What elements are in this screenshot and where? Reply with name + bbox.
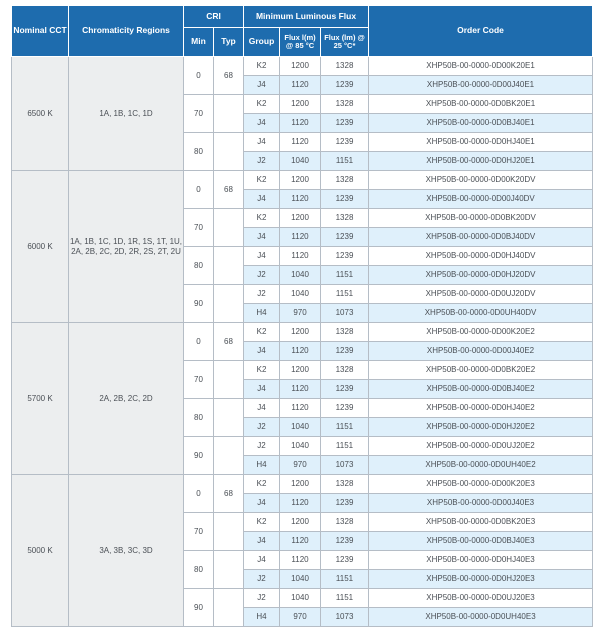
chromaticity-regions-cell: 2A, 2B, 2C, 2D [69, 323, 184, 475]
chromaticity-regions-cell: 3A, 3B, 3C, 3D [69, 475, 184, 627]
flux-25-cell: 1328 [321, 475, 369, 494]
cri-typ-cell [214, 247, 244, 285]
flux-group-cell: K2 [244, 95, 280, 114]
order-code-cell: XHP50B-00-0000-0D0BJ40E2 [369, 380, 593, 399]
flux-group-cell: J4 [244, 76, 280, 95]
flux-25-cell: 1239 [321, 399, 369, 418]
cri-typ-cell: 68 [214, 57, 244, 95]
order-code-cell: XHP50B-00-0000-0D00K20E3 [369, 475, 593, 494]
order-code-cell: XHP50B-00-0000-0D00K20DV [369, 171, 593, 190]
order-code-cell: XHP50B-00-0000-0D0BJ40E3 [369, 532, 593, 551]
order-code-table-container [11, 5, 592, 621]
flux-25-cell: 1239 [321, 494, 369, 513]
flux-group-cell: K2 [244, 361, 280, 380]
order-code-cell: XHP50B-00-0000-0D0UJ20E3 [369, 589, 593, 608]
flux-group-cell: K2 [244, 209, 280, 228]
flux-85-cell: 1040 [280, 589, 321, 608]
flux-group-cell: J4 [244, 114, 280, 133]
flux-group-cell: K2 [244, 323, 280, 342]
order-code-cell: XHP50B-00-0000-0D0BK20E2 [369, 361, 593, 380]
order-code-cell: XHP50B-00-0000-0D0UH40E3 [369, 608, 593, 627]
flux-group-cell: H4 [244, 456, 280, 475]
flux-85-cell: 1120 [280, 114, 321, 133]
flux-85-cell: 1200 [280, 95, 321, 114]
flux-85-cell: 1200 [280, 475, 321, 494]
flux-25-cell: 1239 [321, 114, 369, 133]
flux-85-cell: 1040 [280, 152, 321, 171]
flux-25-cell: 1151 [321, 437, 369, 456]
order-code-cell: XHP50B-00-0000-0D00K20E1 [369, 57, 593, 76]
table-row [12, 323, 593, 342]
flux-85-cell: 1040 [280, 266, 321, 285]
cri-min-cell: 90 [184, 285, 214, 323]
flux-group-cell: J4 [244, 380, 280, 399]
flux-25-cell: 1073 [321, 456, 369, 475]
flux-group-cell: J4 [244, 342, 280, 361]
header-cri: CRI [184, 6, 244, 28]
order-code-cell: XHP50B-00-0000-0D00J40E3 [369, 494, 593, 513]
header-cri-min: Min [184, 28, 214, 57]
cri-min-cell: 70 [184, 513, 214, 551]
table-header [12, 6, 593, 57]
order-code-cell: XHP50B-00-0000-0D00J40E2 [369, 342, 593, 361]
order-code-cell: XHP50B-00-0000-0D0UJ20DV [369, 285, 593, 304]
flux-25-cell: 1328 [321, 513, 369, 532]
flux-25-cell: 1328 [321, 361, 369, 380]
flux-25-cell: 1239 [321, 380, 369, 399]
nominal-cct-cell: 6000 K [12, 171, 69, 323]
order-code-cell: XHP50B-00-0000-0D0BK20E1 [369, 95, 593, 114]
cri-min-cell: 0 [184, 475, 214, 513]
flux-85-cell: 1120 [280, 76, 321, 95]
order-code-cell: XHP50B-00-0000-0D00K20E2 [369, 323, 593, 342]
cri-min-cell: 0 [184, 323, 214, 361]
flux-25-cell: 1151 [321, 570, 369, 589]
order-code-cell: XHP50B-00-0000-0D0HJ20E1 [369, 152, 593, 171]
order-code-cell: XHP50B-00-0000-0D0UH40E2 [369, 456, 593, 475]
order-code-cell: XHP50B-00-0000-0D0HJ20E2 [369, 418, 593, 437]
header-order-code: Order Code [369, 6, 593, 57]
cri-min-cell: 80 [184, 399, 214, 437]
flux-group-cell: J4 [244, 228, 280, 247]
flux-85-cell: 1120 [280, 247, 321, 266]
flux-group-cell: J4 [244, 133, 280, 152]
order-code-cell: XHP50B-00-0000-0D0BJ40DV [369, 228, 593, 247]
flux-85-cell: 1120 [280, 532, 321, 551]
flux-group-cell: J4 [244, 532, 280, 551]
flux-85-cell: 1040 [280, 437, 321, 456]
flux-25-cell: 1328 [321, 323, 369, 342]
flux-group-cell: J2 [244, 418, 280, 437]
flux-25-cell: 1151 [321, 589, 369, 608]
cri-typ-cell [214, 209, 244, 247]
cri-typ-cell: 68 [214, 171, 244, 209]
cri-min-cell: 90 [184, 437, 214, 475]
flux-group-cell: J4 [244, 190, 280, 209]
flux-85-cell: 1200 [280, 209, 321, 228]
nominal-cct-cell: 6500 K [12, 57, 69, 171]
flux-85-cell: 1200 [280, 513, 321, 532]
flux-85-cell: 1200 [280, 57, 321, 76]
flux-25-cell: 1239 [321, 228, 369, 247]
order-code-cell: XHP50B-00-0000-0D0HJ40DV [369, 247, 593, 266]
header-min-luminous-flux: Minimum Luminous Flux [244, 6, 369, 28]
flux-group-cell: K2 [244, 57, 280, 76]
flux-group-cell: K2 [244, 513, 280, 532]
order-code-table [11, 5, 593, 627]
flux-25-cell: 1151 [321, 266, 369, 285]
header-flux-85: Flux l(m) @ 85 °C [280, 28, 321, 57]
order-code-cell: XHP50B-00-0000-0D0HJ40E1 [369, 133, 593, 152]
flux-25-cell: 1239 [321, 76, 369, 95]
order-code-cell: XHP50B-00-0000-0D0HJ40E3 [369, 551, 593, 570]
cri-typ-cell [214, 95, 244, 133]
table-row [12, 171, 593, 190]
header-group: Group [244, 28, 280, 57]
flux-85-cell: 1200 [280, 361, 321, 380]
cri-min-cell: 90 [184, 589, 214, 627]
flux-85-cell: 1120 [280, 190, 321, 209]
order-code-cell: XHP50B-00-0000-0D0BK20DV [369, 209, 593, 228]
flux-group-cell: K2 [244, 475, 280, 494]
nominal-cct-cell: 5000 K [12, 475, 69, 627]
order-code-cell: XHP50B-00-0000-0D0HJ20DV [369, 266, 593, 285]
flux-25-cell: 1151 [321, 418, 369, 437]
flux-85-cell: 1120 [280, 380, 321, 399]
flux-25-cell: 1328 [321, 209, 369, 228]
cri-typ-cell [214, 551, 244, 589]
flux-85-cell: 1200 [280, 171, 321, 190]
flux-group-cell: J4 [244, 247, 280, 266]
table-row [12, 475, 593, 494]
flux-85-cell: 1040 [280, 285, 321, 304]
flux-25-cell: 1239 [321, 551, 369, 570]
flux-85-cell: 970 [280, 456, 321, 475]
order-code-cell: XHP50B-00-0000-0D0BK20E3 [369, 513, 593, 532]
flux-group-cell: J2 [244, 285, 280, 304]
flux-group-cell: H4 [244, 304, 280, 323]
flux-25-cell: 1239 [321, 133, 369, 152]
cri-min-cell: 70 [184, 361, 214, 399]
cri-typ-cell [214, 133, 244, 171]
order-code-cell: XHP50B-00-0000-0D0HJ20E3 [369, 570, 593, 589]
flux-85-cell: 1120 [280, 551, 321, 570]
cri-typ-cell [214, 361, 244, 399]
flux-group-cell: K2 [244, 171, 280, 190]
flux-25-cell: 1151 [321, 152, 369, 171]
flux-25-cell: 1073 [321, 304, 369, 323]
flux-85-cell: 1120 [280, 342, 321, 361]
nominal-cct-cell: 5700 K [12, 323, 69, 475]
header-nominal-cct: Nominal CCT [12, 6, 69, 57]
cri-typ-cell [214, 513, 244, 551]
cri-typ-cell [214, 437, 244, 475]
flux-group-cell: J4 [244, 551, 280, 570]
flux-25-cell: 1328 [321, 171, 369, 190]
flux-25-cell: 1328 [321, 95, 369, 114]
flux-25-cell: 1239 [321, 342, 369, 361]
flux-85-cell: 1040 [280, 418, 321, 437]
flux-85-cell: 1120 [280, 133, 321, 152]
cri-min-cell: 80 [184, 551, 214, 589]
flux-group-cell: J2 [244, 266, 280, 285]
flux-25-cell: 1239 [321, 532, 369, 551]
cri-min-cell: 80 [184, 133, 214, 171]
flux-group-cell: J2 [244, 437, 280, 456]
flux-group-cell: J4 [244, 399, 280, 418]
flux-25-cell: 1239 [321, 190, 369, 209]
flux-group-cell: J2 [244, 152, 280, 171]
flux-group-cell: J2 [244, 570, 280, 589]
order-code-cell: XHP50B-00-0000-0D0UH40DV [369, 304, 593, 323]
flux-85-cell: 1120 [280, 228, 321, 247]
cri-min-cell: 70 [184, 95, 214, 133]
cri-typ-cell: 68 [214, 323, 244, 361]
chromaticity-regions-cell: 1A, 1B, 1C, 1D, 1R, 1S, 1T, 1U, 2A, 2B, 2C, 2D, 2R, 2S, 2T, 2U [69, 171, 184, 323]
table-body [12, 57, 593, 627]
cri-min-cell: 70 [184, 209, 214, 247]
cri-min-cell: 80 [184, 247, 214, 285]
flux-25-cell: 1239 [321, 247, 369, 266]
flux-25-cell: 1073 [321, 608, 369, 627]
table-row [12, 57, 593, 76]
cri-typ-cell [214, 285, 244, 323]
order-code-cell: XHP50B-00-0000-0D0BJ40E1 [369, 114, 593, 133]
flux-85-cell: 1120 [280, 399, 321, 418]
header-cri-typ: Typ [214, 28, 244, 57]
flux-25-cell: 1328 [321, 57, 369, 76]
flux-group-cell: J2 [244, 589, 280, 608]
flux-85-cell: 1120 [280, 494, 321, 513]
cri-min-cell: 0 [184, 57, 214, 95]
order-code-cell: XHP50B-00-0000-0D0HJ40E2 [369, 399, 593, 418]
flux-85-cell: 970 [280, 608, 321, 627]
flux-85-cell: 1040 [280, 570, 321, 589]
cri-typ-cell: 68 [214, 475, 244, 513]
cri-min-cell: 0 [184, 171, 214, 209]
flux-group-cell: H4 [244, 608, 280, 627]
cri-typ-cell [214, 399, 244, 437]
flux-85-cell: 1200 [280, 323, 321, 342]
header-flux-25: Flux (lm) @ 25 °C* [321, 28, 369, 57]
order-code-cell: XHP50B-00-0000-0D0UJ20E2 [369, 437, 593, 456]
cri-typ-cell [214, 589, 244, 627]
order-code-cell: XHP50B-00-0000-0D00J40DV [369, 190, 593, 209]
header-chromaticity-regions: Chromaticity Regions [69, 6, 184, 57]
order-code-cell: XHP50B-00-0000-0D00J40E1 [369, 76, 593, 95]
chromaticity-regions-cell: 1A, 1B, 1C, 1D [69, 57, 184, 171]
flux-25-cell: 1151 [321, 285, 369, 304]
flux-group-cell: J4 [244, 494, 280, 513]
flux-85-cell: 970 [280, 304, 321, 323]
